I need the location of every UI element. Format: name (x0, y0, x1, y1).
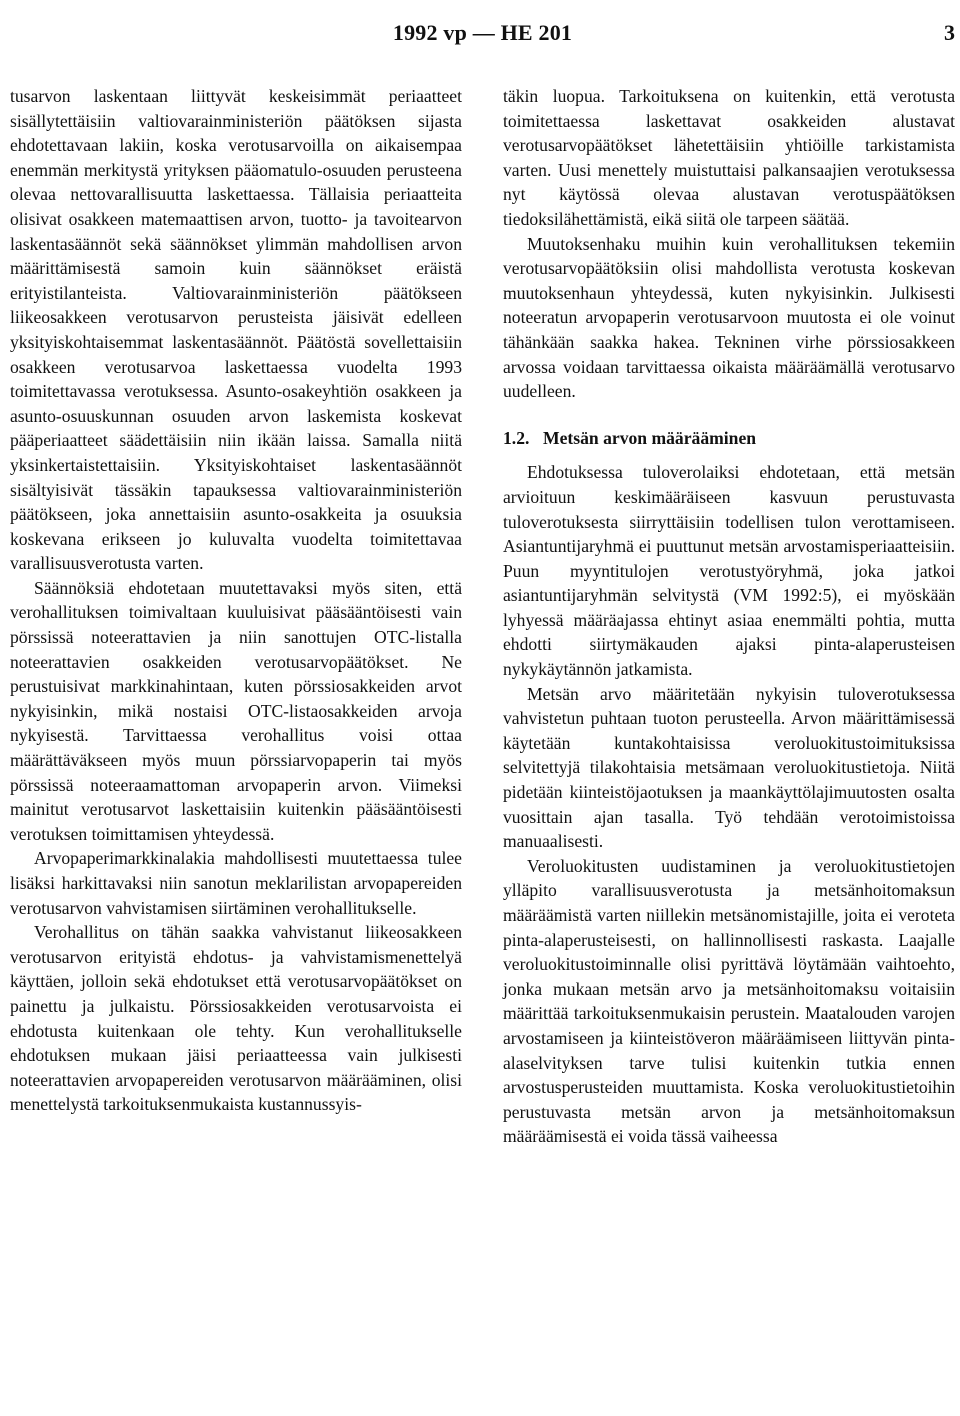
section-heading (503, 426, 955, 451)
page-header (10, 20, 955, 54)
paragraph: Arvopaperimarkkinalakia mahdollisesti muutettaessa tulee lisäksi harkittavaksi niin sanotun meklarilistan arvopapereiden verotusarvon vahvistamisen siirtäminen verohallitukselle. (10, 848, 462, 918)
paragraph: Ehdotuksessa tuloverolaiksi ehdotetaan, että metsän arvioituun keskimääräiseen kasvuun perustuvasta tuloverotuksesta siirryttäisiin todellisen tulon verottamiseen. Asiantuntijaryhmä ei puuttunut metsän arvostamisperiaatteisiin. Puun myyntitulojen verotustyöryhmä, joka jatkoi asiantuntijaryhmän selvitystä (VM 1992:5), ei myöskään lyhyessä määräajassa ehtinyt asiaa enemmälti pohtia, mutta ehdotti siirtymäkauden ajaksi pinta-alaperusteisen nykykäytännön jatkamista. (503, 462, 955, 680)
paragraph: Metsän arvo määritetään nykyisin tuloverotuksessa vahvistetun puhtaan tuoton perusteella. Arvon määrittämisessä käytetään kuntakohtaisissa veroluokitustoimituksissa selvitettyjä tilakohtaisia metsämaan veroluokitustietoja. Niitä pidetään kiinteistöjaotuksen ja maankäyttölajimuutosten osalta vuosittain ajan tasalla. Työ tehdään verotoimistoissa manuaalisesti. (503, 683, 955, 852)
paragraph: Säännöksiä ehdotetaan muutettavaksi myös siten, että verohallituksen toimivaltaan kuuluisivat pääsääntöisesti vain pörssissä noteerattavien ja niin sanottujen OTC-listalla noteerattavien osakkeiden verotusarvopäätökset. Ne perustuisivat markkinahintaan, kuten pörssiosakkeiden arvot nykyisinkin, mikä nostaisi OTC-listaosakkeiden arvoja nykyisestä. Tarvittaessa verohallitus voisi ottaa määrättäväkseen myös muun pörssiarvopaperin tai myös pörssissä noteeraamattoman arvopaperin arvon. Viimeksi mainitut verotusarvot laskettaisiin kuitenkin pääsääntöisesti verotuksen toimittamisen yhteydessä. (10, 577, 462, 844)
page-number: 3 (944, 20, 955, 45)
paragraph: Veroluokitusten uudistaminen ja veroluokitustietojen ylläpito varallisuusverotusta ja metsänhoitomaksun määräämistä varten niillekin metsänomistajille, joita ei veroteta pinta-alaperusteisesti, on hallinnollisesti raskasta. Laajalle veroluokitustoiminnalle olisi pyrittävä löytämään vaihtoehto, jonka mukaan metsän arvo ja metsänhoitomaksu voitaisiin määrittää tarkoituksenmukaisin perustein. Maatalouden varojen arvostamiseen ja kiinteistöveron määräämiseen liittyvän pinta-alaselvityksen tarve tulisi kuitenkin tutkia ennen arvostusperusteiden muuttamista. Koska veroluokitustietoihin perustuvasta metsän arvon ja metsänhoitomaksun määräämisestä ei voida tässä vaiheessa (503, 855, 955, 1147)
section-number: 1.2. (503, 427, 530, 448)
paragraph: Muutoksenhaku muihin kuin verohallituksen tekemiin verotusarvopäätöksiin olisi mahdollista verotusta koskevan muutoksenhaun yhteydessä, kuten nykyisinkin. Julkisesti noteeratun arvopaperin verotusarvoon muutosta ei ole voinut tähänkään saakka hakea. Tekninen virhe pörssiosakkeen arvossa voidaan tarvittaessa oikaista määräämällä verotusarvo uudelleen. (503, 233, 955, 402)
section-title: Metsän arvon määrääminen (543, 427, 757, 448)
header-title: 1992 vp — HE 201 (392, 20, 573, 45)
left-column (10, 84, 462, 1117)
paragraph: Verohallitus on tähän saakka vahvistanut liikeosakkeen verotusarvon erityistä ehdotus- ja vahvistamismenettelyä käyttäen, jolloin sekä ehdotukset että verotusarvopäätökset on painettu ja julkaistu. Pörssiosakkeiden verotusarvoista ei ehdotusta kuitenkaan ole tehty. Kun verohallitukselle ehdotuksen mukaan jäisi periaatteessa vain julkisesti noteerattavien arvopapereiden verotusarvon määrääminen, olisi menettelystä tarkoituksenmukaista kustannussyis- (10, 922, 462, 1115)
paragraph: tusarvon laskentaan liittyvät keskeisimmät periaatteet sisällytettäisiin valtiovarainministeriön päätöksen sijasta ehdotettavaan lakiin, koska verotusarvoilla on aikaisempaa enemmän merkitystä yrityksen pääomatulo-osuuden perusteena olevaa nettovarallisuutta laskettaessa. Tällaisia periaatteita olisivat osakkeen matemaattisen arvon, tuotto- ja tavoitearvon laskentasäännöt sekä säännökset ylimmän mahdollisen arvon määrittämisestä samoin kuin säännökset eräistä erityistilanteista. Valtiovarainministeriön päätökseen liikeosakkeen verotusarvon perusteista jäisivät edelleen yksityiskohtaisemmat laskentasäännöt. Päätöstä sovellettaisiin osakkeen verotusarvoa laskettaessa vuodelta 1993 toimitettavassa verotuksessa. Asunto-osakeyhtiön osakkeen ja asunto-osuuskunnan osuuden arvon laskemista koskevat pääperiaatteet säädettäisiin niin ikään laissa. Samalla niitä yksinkertaistettaisiin. Yksityiskohtaiset laskentasäännöt sisältyisivät tässäkin tapauksessa valtiovarainministeriön päätökseen, joka annettaisiin asunto-osakkeita ja osuuksia koskevana erikseen jo kuluvalta vuodelta toimitettavaa varallisuusverotusta varten. (10, 86, 462, 574)
right-column (503, 84, 955, 1149)
paragraph: täkin luopua. Tarkoituksena on kuitenkin, että verotusta toimitettaessa laskettavat osakkeiden alustavat verotusarvopäätökset lähetettäisiin yhtiöille tarkistamista varten. Uusi menettely muistuttaisi palkansaajien verotuksessa nyt käytössä olevaa alustavan verotuspäätöksen tiedoksilähettämistä, eikä siitä ole tarpeen säätää. (503, 86, 955, 229)
